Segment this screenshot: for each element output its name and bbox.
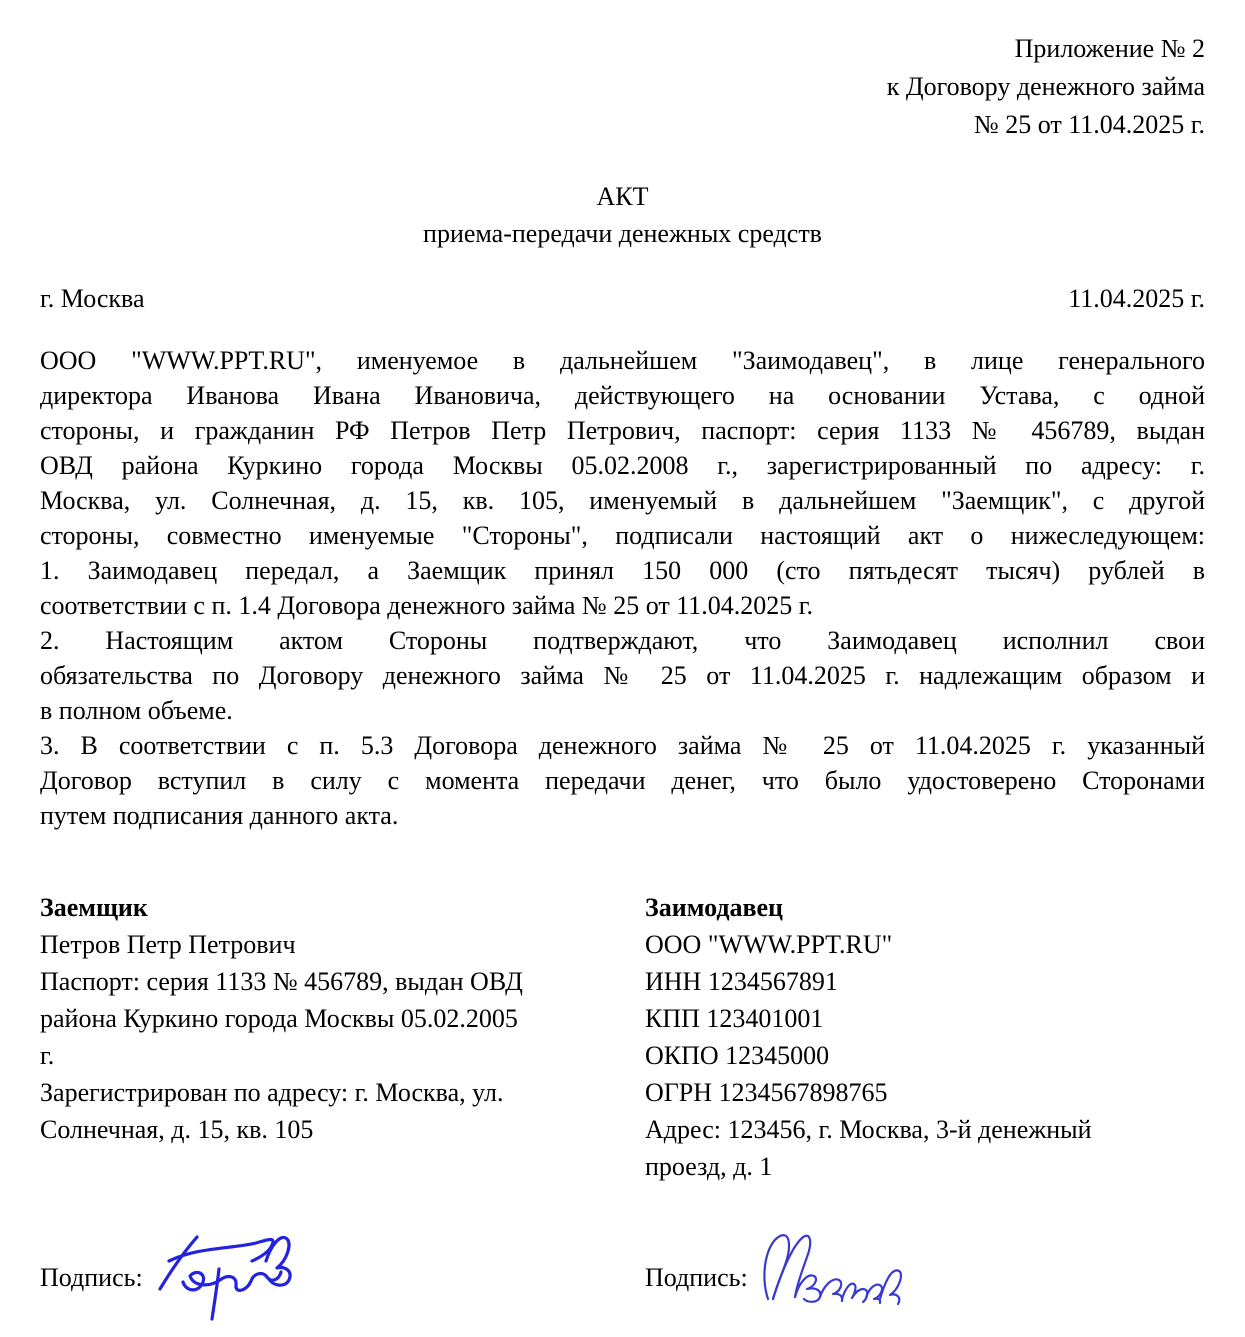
body-line: 1. Заимодавец передал, а Заемщик принял 150 000 (сто пятьдесят тысяч) рублей в (40, 556, 1205, 585)
lender-address-line: проезд, д. 1 (645, 1152, 773, 1181)
body-line: обязательства по Договору денежного займа № 25 от 11.04.2025 г. надлежащим образом и (40, 661, 1205, 690)
lender-heading: Заимодавец (645, 893, 784, 922)
borrower-signature-block (40, 1227, 615, 1323)
document-title-block (40, 178, 1205, 252)
body-line: Договор вступил в силу с момента передачи денег, что было удостоверено Сторонами (40, 766, 1205, 795)
document-city: г. Москва (40, 284, 145, 313)
body-line: в полном объеме. (40, 696, 233, 725)
signatures-row (40, 1227, 1205, 1323)
signatories-columns (40, 889, 1205, 1185)
header-line-number-date: № 25 от 11.04.2025 г. (973, 110, 1205, 139)
borrower-address-line: Солнечная, д. 15, кв. 105 (40, 1115, 314, 1144)
document-subtitle: приема-передачи денежных средств (423, 219, 822, 248)
header-line-appendix: Приложение № 2 (1014, 34, 1205, 63)
lender-okpo: ОКПО 12345000 (645, 1041, 830, 1070)
body-line: стороны, и гражданин РФ Петров Петр Петрович, паспорт: серия 1133 № 456789, выдан (40, 416, 1205, 445)
document-body (40, 343, 1205, 833)
borrower-column (40, 889, 615, 1185)
paragraph-clause-1 (40, 553, 1205, 623)
borrower-passport-line: района Куркино города Москвы 05.02.2005 (40, 1004, 518, 1033)
paragraph-preamble (40, 343, 1205, 553)
borrower-passport-line: г. (40, 1041, 55, 1070)
paragraph-clause-3 (40, 728, 1205, 833)
body-line: директора Иванова Ивана Ивановича, действующего на основании Устава, с одной (40, 381, 1205, 410)
signature-petrov-handwriting (153, 1227, 311, 1323)
borrower-heading: Заемщик (40, 893, 148, 922)
borrower-passport-line: Паспорт: серия 1133 № 456789, выдан ОВД (40, 967, 523, 996)
body-line: ОВД района Куркино города Москвы 05.02.2008 г., зарегистрированный по адресу: г. (40, 451, 1205, 480)
document-title: АКТ (596, 182, 649, 211)
body-line: соответствии с п. 1.4 Договора денежного займа № 25 от 11.04.2025 г. (40, 591, 814, 620)
signature-ivanov-handwriting (758, 1227, 908, 1307)
borrower-signature-label: Подпись: (40, 1263, 143, 1292)
body-line: стороны, совместно именуемые "Стороны", подписали настоящий акт о нижеследующем: (40, 521, 1205, 550)
lender-signature-label: Подпись: (645, 1263, 748, 1292)
paragraph-clause-2 (40, 623, 1205, 728)
meta-row (40, 280, 1205, 317)
lender-ogrn: ОГРН 1234567898765 (645, 1078, 888, 1107)
lender-inn: ИНН 1234567891 (645, 967, 838, 996)
borrower-address-line: Зарегистрирован по адресу: г. Москва, ул. (40, 1078, 504, 1107)
body-line: Москва, ул. Солнечная, д. 15, кв. 105, именуемый в дальнейшем "Заемщик", с другой (40, 486, 1205, 515)
body-line: ООО "WWW.PPT.RU", именуемое в дальнейшем "Заимодавец", в лице генерального (40, 346, 1205, 375)
document-header (40, 30, 1205, 144)
body-line: 2. Настоящим актом Стороны подтверждают, что Заимодавец исполнил свои (40, 626, 1205, 655)
header-line-contract: к Договору денежного займа (886, 72, 1205, 101)
lender-column (645, 889, 1205, 1185)
borrower-name: Петров Петр Петрович (40, 930, 296, 959)
body-line: путем подписания данного акта. (40, 801, 399, 830)
lender-company-name: ООО "WWW.PPT.RU" (645, 930, 893, 959)
lender-address-line: Адрес: 123456, г. Москва, 3-й денежный (645, 1115, 1092, 1144)
body-line: 3. В соответствии с п. 5.3 Договора денежного займа № 25 от 11.04.2025 г. указанный (40, 731, 1205, 760)
lender-kpp: КПП 123401001 (645, 1004, 824, 1033)
lender-signature-block (645, 1227, 1205, 1323)
document-date: 11.04.2025 г. (1068, 284, 1205, 313)
